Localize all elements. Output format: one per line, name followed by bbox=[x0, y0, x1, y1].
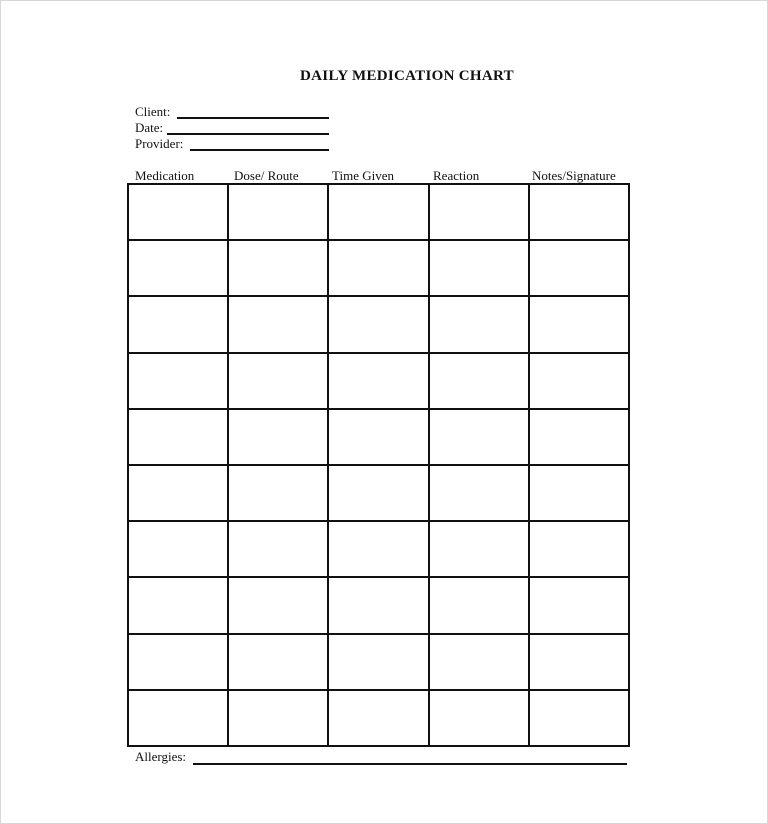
cell-medication[interactable] bbox=[128, 184, 228, 240]
cell-medication[interactable] bbox=[128, 690, 228, 746]
cell-time-given[interactable] bbox=[328, 240, 428, 296]
table-row bbox=[128, 184, 629, 240]
client-label: Client: bbox=[135, 104, 171, 119]
cell-reaction[interactable] bbox=[429, 184, 529, 240]
cell-reaction[interactable] bbox=[429, 634, 529, 690]
provider-field bbox=[135, 136, 183, 151]
cell-reaction[interactable] bbox=[429, 296, 529, 352]
cell-time-given[interactable] bbox=[328, 465, 428, 521]
allergies-blank-line[interactable] bbox=[193, 763, 627, 765]
cell-dose-route[interactable] bbox=[228, 465, 328, 521]
provider-blank-line[interactable] bbox=[190, 149, 329, 151]
cell-dose-route[interactable] bbox=[228, 353, 328, 409]
table-row bbox=[128, 690, 629, 746]
cell-reaction[interactable] bbox=[429, 521, 529, 577]
cell-medication[interactable] bbox=[128, 577, 228, 633]
cell-time-given[interactable] bbox=[328, 577, 428, 633]
column-header-time-given: Time Given bbox=[332, 168, 394, 183]
cell-reaction[interactable] bbox=[429, 353, 529, 409]
cell-notes-signature[interactable] bbox=[529, 521, 629, 577]
cell-reaction[interactable] bbox=[429, 240, 529, 296]
table-row bbox=[128, 353, 629, 409]
cell-notes-signature[interactable] bbox=[529, 690, 629, 746]
cell-dose-route[interactable] bbox=[228, 296, 328, 352]
cell-reaction[interactable] bbox=[429, 409, 529, 465]
cell-medication[interactable] bbox=[128, 409, 228, 465]
medication-table bbox=[127, 183, 630, 747]
table-row bbox=[128, 634, 629, 690]
column-header-medication: Medication bbox=[135, 168, 195, 183]
cell-notes-signature[interactable] bbox=[529, 577, 629, 633]
date-blank-line[interactable] bbox=[167, 133, 329, 135]
column-header-notes-signature: Notes/Signature bbox=[532, 168, 616, 183]
table-row bbox=[128, 465, 629, 521]
table-row bbox=[128, 296, 629, 352]
cell-medication[interactable] bbox=[128, 634, 228, 690]
cell-reaction[interactable] bbox=[429, 465, 529, 521]
cell-dose-route[interactable] bbox=[228, 184, 328, 240]
cell-dose-route[interactable] bbox=[228, 634, 328, 690]
cell-dose-route[interactable] bbox=[228, 240, 328, 296]
cell-reaction[interactable] bbox=[429, 577, 529, 633]
allergies-label: Allergies: bbox=[135, 749, 187, 764]
cell-dose-route[interactable] bbox=[228, 690, 328, 746]
cell-time-given[interactable] bbox=[328, 184, 428, 240]
column-header-dose-route: Dose/ Route bbox=[234, 168, 299, 183]
cell-notes-signature[interactable] bbox=[529, 409, 629, 465]
page-title: DAILY MEDICATION CHART bbox=[300, 68, 514, 84]
cell-medication[interactable] bbox=[128, 521, 228, 577]
cell-notes-signature[interactable] bbox=[529, 184, 629, 240]
cell-medication[interactable] bbox=[128, 240, 228, 296]
column-header-reaction: Reaction bbox=[433, 168, 480, 183]
provider-label: Provider: bbox=[135, 136, 184, 151]
cell-notes-signature[interactable] bbox=[529, 465, 629, 521]
cell-time-given[interactable] bbox=[328, 409, 428, 465]
table-row bbox=[128, 409, 629, 465]
table-row bbox=[128, 240, 629, 296]
cell-notes-signature[interactable] bbox=[529, 296, 629, 352]
date-field bbox=[135, 120, 163, 135]
cell-medication[interactable] bbox=[128, 296, 228, 352]
cell-notes-signature[interactable] bbox=[529, 353, 629, 409]
cell-dose-route[interactable] bbox=[228, 521, 328, 577]
table-row bbox=[128, 577, 629, 633]
cell-reaction[interactable] bbox=[429, 690, 529, 746]
cell-time-given[interactable] bbox=[328, 521, 428, 577]
client-field bbox=[135, 104, 170, 119]
cell-dose-route[interactable] bbox=[228, 577, 328, 633]
cell-notes-signature[interactable] bbox=[529, 634, 629, 690]
cell-medication[interactable] bbox=[128, 465, 228, 521]
date-label: Date: bbox=[135, 120, 164, 135]
cell-medication[interactable] bbox=[128, 353, 228, 409]
cell-time-given[interactable] bbox=[328, 690, 428, 746]
client-blank-line[interactable] bbox=[177, 117, 329, 119]
cell-time-given[interactable] bbox=[328, 353, 428, 409]
cell-notes-signature[interactable] bbox=[529, 240, 629, 296]
table-row bbox=[128, 521, 629, 577]
cell-time-given[interactable] bbox=[328, 634, 428, 690]
cell-dose-route[interactable] bbox=[228, 409, 328, 465]
cell-time-given[interactable] bbox=[328, 296, 428, 352]
